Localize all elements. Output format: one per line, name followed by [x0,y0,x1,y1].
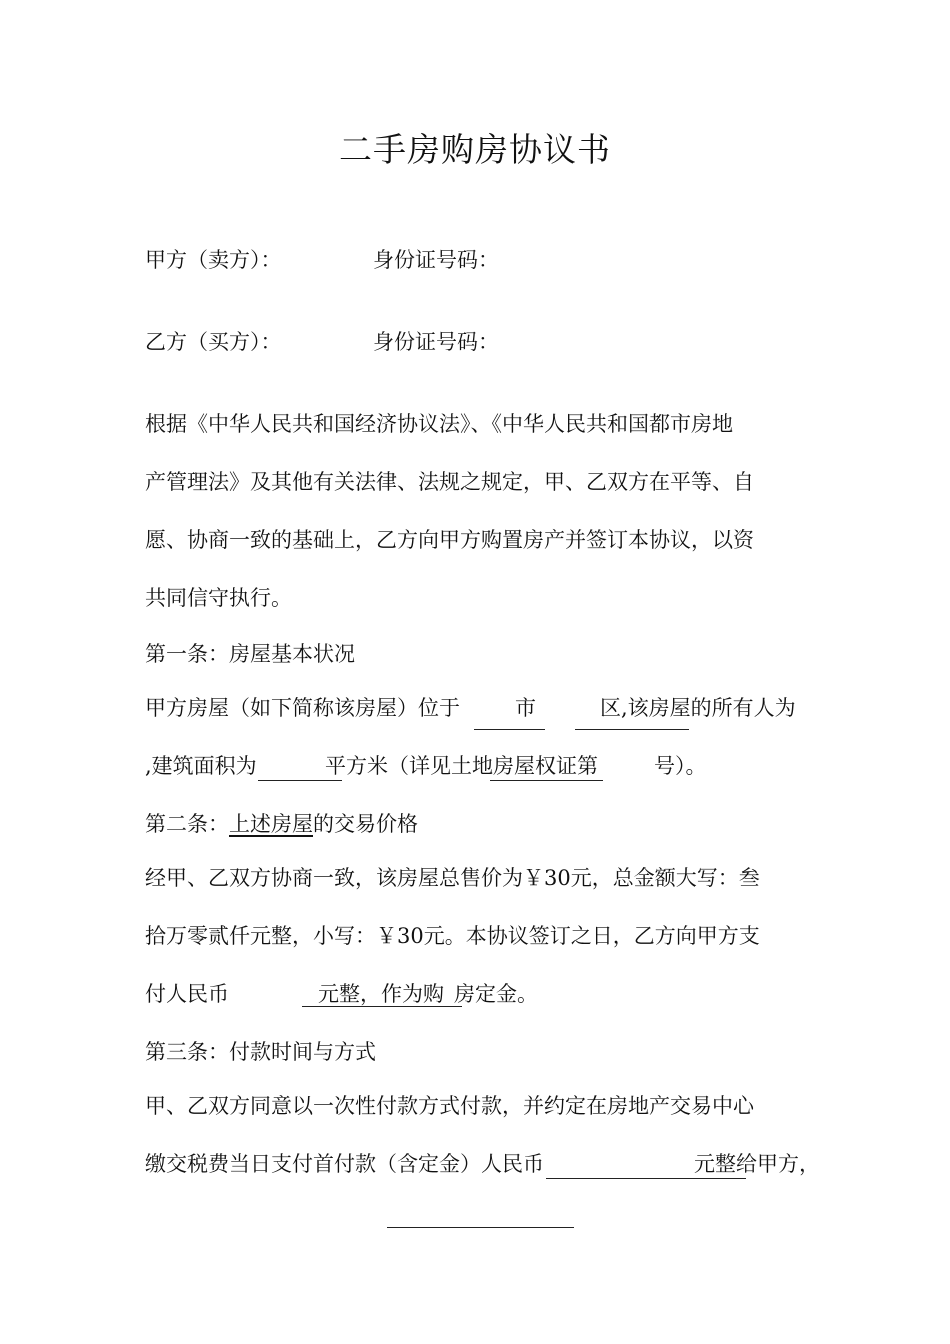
article3-line-1: 甲、乙双方同意以一次性付款方式付款，并约定在房地产交易中心 [145,1094,754,1118]
article1-line1-prefix: 甲方房屋（如下简称该房屋）位于 [145,696,460,720]
down-payment-blank-line [546,1178,746,1179]
article1-line1-suffix: 区,该房屋的所有人为 [600,696,796,720]
preamble-line-2: 产管理法》及其他有关法律、法规之规定，甲、乙双方在平等、自 [145,470,754,494]
article3-line2-prefix: 缴交税费当日支付首付款（含定金）人民币 [145,1152,544,1176]
article2-line3-suffix: 房定金。 [454,982,538,1006]
document-title: 二手房购房协议书 [339,130,611,169]
article3-heading: 第三条：付款时间与方式 [145,1040,376,1064]
article2-heading [145,810,418,838]
article2-line-1: 经甲、乙双方协商一致，该房屋总售价为￥30元，总金额大写：叁 [145,866,760,890]
article1-line2-suffix: 号）。 [654,754,707,778]
city-blank-line [474,729,545,730]
party-a-label: 甲方（卖方）： [145,248,282,272]
preamble-line-4: 共同信守执行。 [145,586,292,610]
article1-line2-mid: 平方米（详见土地房屋权证第 [325,754,598,778]
preamble-line-3: 愿、协商一致的基础上，乙方向甲方购置房产并签订本协议，以资 [145,528,754,552]
preamble-line-1: 根据《中华人民共和国经济协议法》、《中华人民共和国都市房地 [145,412,733,436]
article3-line2-suffix: 元整给甲方， [694,1152,820,1176]
article2-line3-underlined: 元整，作为购 [318,982,444,1006]
party-a-id-label: 身份证号码： [373,248,499,272]
article1-city-label: 市 [515,696,536,720]
article2-heading-prefix: 第二条： [145,812,229,836]
article2-line3-prefix: 付人民币 [145,982,229,1006]
article2-heading-suffix: 的交易价格 [313,812,418,836]
party-b-label: 乙方（买方）： [145,330,282,354]
district-blank-line [575,729,689,730]
article1-heading: 第一条：房屋基本状况 [145,642,355,666]
party-b-id-label: 身份证号码： [373,330,499,354]
certificate-underline [490,780,603,781]
article2-heading-underlined: 上述房屋 [229,812,313,836]
article2-line-2: 拾万零贰仟元整，小写：￥30元。本协议签订之日，乙方向甲方支 [145,924,760,948]
area-blank-line [258,780,342,781]
trailing-blank-line [387,1227,574,1228]
article1-line2-prefix: ,建筑面积为 [145,754,257,778]
